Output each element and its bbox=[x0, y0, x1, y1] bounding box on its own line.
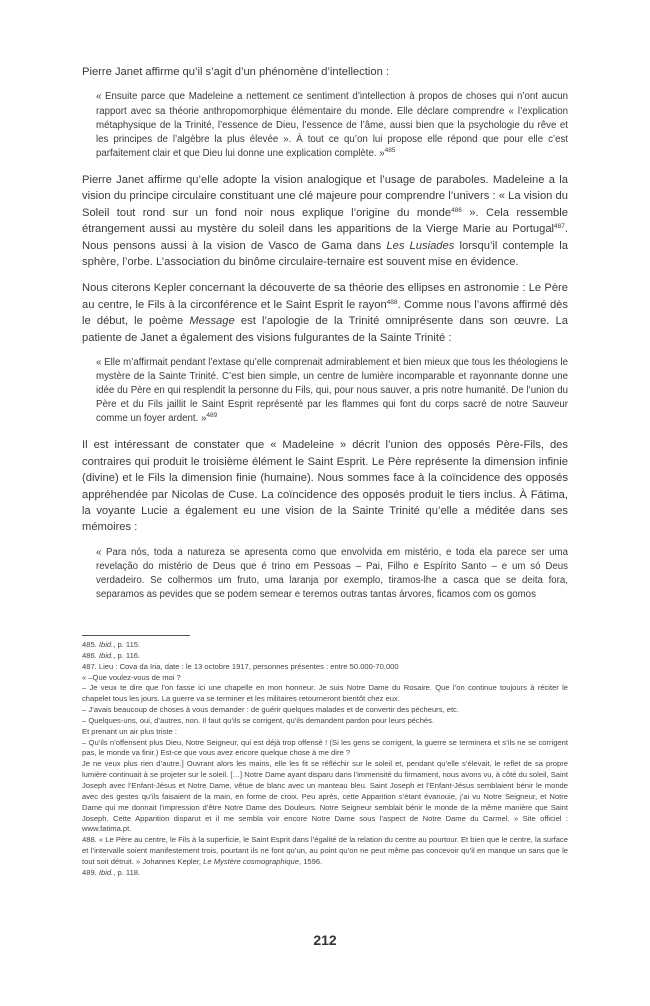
footnote-487-line: – J’avais beaucoup de choses à vous demander : de guérir quelques malades et de convertir des pécheurs, etc. bbox=[82, 705, 459, 715]
footnote-text: 488. « Le Père au centre, le Fils à la superficie, le Saint Esprit dans l’égalité de la relation du centre au pourtour. Et bien que le centre, la surface et l’intervalle soient manifestement trois, pourtant ils ne font qu’un, au point qu’on ne peut même pas concevoir qu’il en manque un sans que le tout soit détruit. » Johannes Kepler, bbox=[82, 835, 568, 866]
paragraph-text: lorsqu’il contemple la sphère, l’orbe. L’association du binôme circulaire-ternaire est souvent mise en évidence. bbox=[82, 239, 568, 268]
footnote-text: , p. 118. bbox=[113, 867, 141, 877]
block-quote-3 bbox=[96, 546, 568, 602]
quote-text: « Para nós, toda a natureza se apresenta como que envolvida em mistério, e toda ela parece ser uma revelação do mistério de Deus que é trino em Pessoas – Pai, Filho e Espírito Santo – e um só Deus verdadeiro. Se colhermos um fruto, uma laranja por exemplo, tiramos-lhe a casca que se deita fora, separamos as pevides que se podem semear e teremos outras tantas árvores, ficamos com os gomos bbox=[96, 546, 568, 601]
paragraph-text: Pierre Janet affirme qu’elle adopte la vision analogique et l’usage de paraboles. Madeleine a la vision du principe circulaire constituant une clé majeure pour comprendre l’univers : « La vision du Soleil tout rond sur un fond noir nous explique l’origine du monde bbox=[82, 173, 568, 219]
paragraph-analogy bbox=[82, 172, 568, 270]
footnote-488 bbox=[82, 835, 568, 868]
quote-text: « Elle m’affirmait pendant l’extase qu’elle comprenait admirablement et bien mieux que tous les théologiens le mystère de la Sainte Trinité. C’est bien simple, un centre de lumière incomparable et rayonnante donne une idée du Père en qui resplendit la personne du Fils, qui, pour nous sauver, a pris notre humanité. De l’union du Père et du Fils jaillit le Saint Esprit représenté par les flammes qui font du corps sacré de notre Sauveur comme un foyer ardent. » bbox=[96, 356, 568, 425]
footnote-487-line: – Je veux te dire que l’on fasse ici une chapelle en mon honneur. Je suis Notre Dame du Rosaire. Que l’on continue toujours à réciter le chapelet tous les jours. La guerre va se terminer et les militaires retourneront bientôt chez eux. bbox=[82, 683, 568, 704]
footnote-486 bbox=[82, 651, 568, 662]
footnote-book-title: Le Mystère cosmographique bbox=[203, 856, 299, 866]
footnote-text: , 1596. bbox=[298, 856, 323, 866]
footnote-487-line: Je ne veux plus rien d’autre.] Ouvrant alors les mains, elle les fit se réfléchir sur le soleil et, pendant qu’elle s’élevait, le reflet de sa propre lumière continuait à se projeter sur le soleil. […] Notre Dame ayant disparu dans l’immensité du firmament, nous avons vu, à côté du soleil, Saint Joseph avec l’Enfant-Jésus et Notre Dame, vêtue de blanc avec un manteau bleu. Saint Joseph et l’Enfant-Jésus semblaient bénir le monde avec des gestes qu’ils faisaient de la main, en forme de croix. Peu après, cette Apparition s’étant évanouie, j’ai vu Notre Seigneur, et Notre Dame qui me donnait l’impression d’être Notre Dame des Douleurs. Notre Seigneur semblait bénir le monde de la même manière que Saint Joseph. Cette Apparition disparut et il me sembla voir encore Notre Dame sous l’aspect de Notre Dame du Carmel. » Site officiel : www.fatima.pt. bbox=[82, 759, 568, 834]
footnote-ref-489[interactable]: 489 bbox=[206, 412, 218, 420]
footnote-ref-485[interactable]: 485 bbox=[384, 146, 396, 154]
footnote-487-line: – Qu’ils n’offensent plus Dieu, Notre Seigneur, qui est déjà trop offensé ! (Si les gens se corrigent, la guerre se terminera et s’ils ne se corrigent pas, le monde va finir.) Est-ce que vous avez encore quelque chose à me dire ? bbox=[82, 737, 568, 758]
paragraph-text: est l’apologie de la Trinité omniprésente dans son œuvre. La patiente de Janet a également des visions fulgurantes de la Sainte Trinité : bbox=[82, 315, 568, 344]
paragraph-intro bbox=[82, 64, 568, 80]
footnote-ref-488[interactable]: 488 bbox=[386, 298, 398, 306]
book-title-lusiades: Les Lusiades bbox=[386, 239, 455, 252]
footnote-text: , p. 115. bbox=[113, 640, 141, 649]
footnote-text: 489. bbox=[82, 867, 99, 877]
footnotes bbox=[82, 640, 568, 879]
paragraph-text: . Nous pensons aussi à la vision de Vasco de Gama dans bbox=[82, 223, 568, 252]
footnote-ibid: Ibid. bbox=[98, 640, 114, 649]
footnote-text: 486. bbox=[82, 650, 99, 660]
footnote-ref-487[interactable]: 487 bbox=[554, 223, 565, 231]
footnote-text: 485. bbox=[82, 640, 99, 649]
paragraph-kepler bbox=[82, 280, 568, 346]
footnote-divider bbox=[82, 635, 190, 636]
paragraph-text: Nous citerons Kepler concernant la découverte de sa théorie des ellipses en astronomie : Le Père au centre, le Fils à la circonférence et le Saint Esprit le rayon bbox=[82, 282, 568, 311]
block-quote-2 bbox=[96, 356, 568, 426]
paragraph-text: . Comme nous l’avons affirmé dès le début, le poème bbox=[82, 298, 568, 328]
footnote-487-line: « –Que voulez-vous de moi ? bbox=[82, 672, 181, 682]
block-quote-1 bbox=[96, 90, 568, 160]
footnote-text: , p. 116. bbox=[113, 650, 141, 660]
page-body bbox=[82, 64, 568, 613]
footnote-ibid: Ibid. bbox=[98, 650, 114, 660]
paragraph-text: Pierre Janet affirme qu’il s’agit d’un phénomène d’intellection : bbox=[82, 66, 390, 78]
footnote-487: 487. Lieu : Cova da Iria, date : le 13 octobre 1917, personnes présentes : entre 50.000-70.000 bbox=[82, 661, 399, 671]
footnote-ref-486[interactable]: 486 bbox=[451, 206, 462, 214]
footnote-487-line: Et prenant un air plus triste : bbox=[82, 726, 177, 736]
page-number: 212 bbox=[313, 932, 337, 948]
footnote-485 bbox=[82, 640, 568, 651]
paragraph-opposites bbox=[82, 437, 568, 535]
footnote-489 bbox=[82, 868, 568, 879]
footnote-487-line: – Quelques-uns, oui, d’autres, non. Il faut qu’ils se corrigent, qu’ils demandent pardon pour leurs péchés. bbox=[82, 715, 435, 725]
footnote-ibid: Ibid. bbox=[98, 867, 114, 877]
paragraph-text: ». Cela ressemble étrangement aussi au mystère du soleil dans les apparitions de la Vierge Marie au Portugal bbox=[82, 206, 568, 236]
paragraph-text: Il est intéressant de constater que « Madeleine » décrit l’union des opposés Père-Fils, des contraires qui produit le troisième élément le Saint Esprit. Le Père représente la dimension infinie (divine) et le Fils la dimension finie (humaine). Nous sommes face à la coïncidence des opposés appréhendée par Nicolas de Cuse. La coïncidence des opposés produit le tiers inclus. À Fátima, la voyante Lucie a également eu une vision de la Sainte Trinité qu’elle a méditée dans ses mémoires : bbox=[82, 439, 568, 534]
quote-text: « Ensuite parce que Madeleine a nettement ce sentiment d’intellection à propos de choses qui n’ont aucun rapport avec sa théorie anthropomorphique élémentaire du monde. Elle déclare comprendre « l’explication métaphysique de la Trinité, l’essence de Dieu, l’essence de l’âme, aussi bien que la psychologie du rêve et les principes de l’algèbre la plus élevée ». À tout ce qu’on lui propose elle répond que pour elle c’est parfaitement clair et que Dieu lui donne une explication complète. » bbox=[96, 91, 568, 159]
book-title-message: Message bbox=[189, 315, 235, 328]
